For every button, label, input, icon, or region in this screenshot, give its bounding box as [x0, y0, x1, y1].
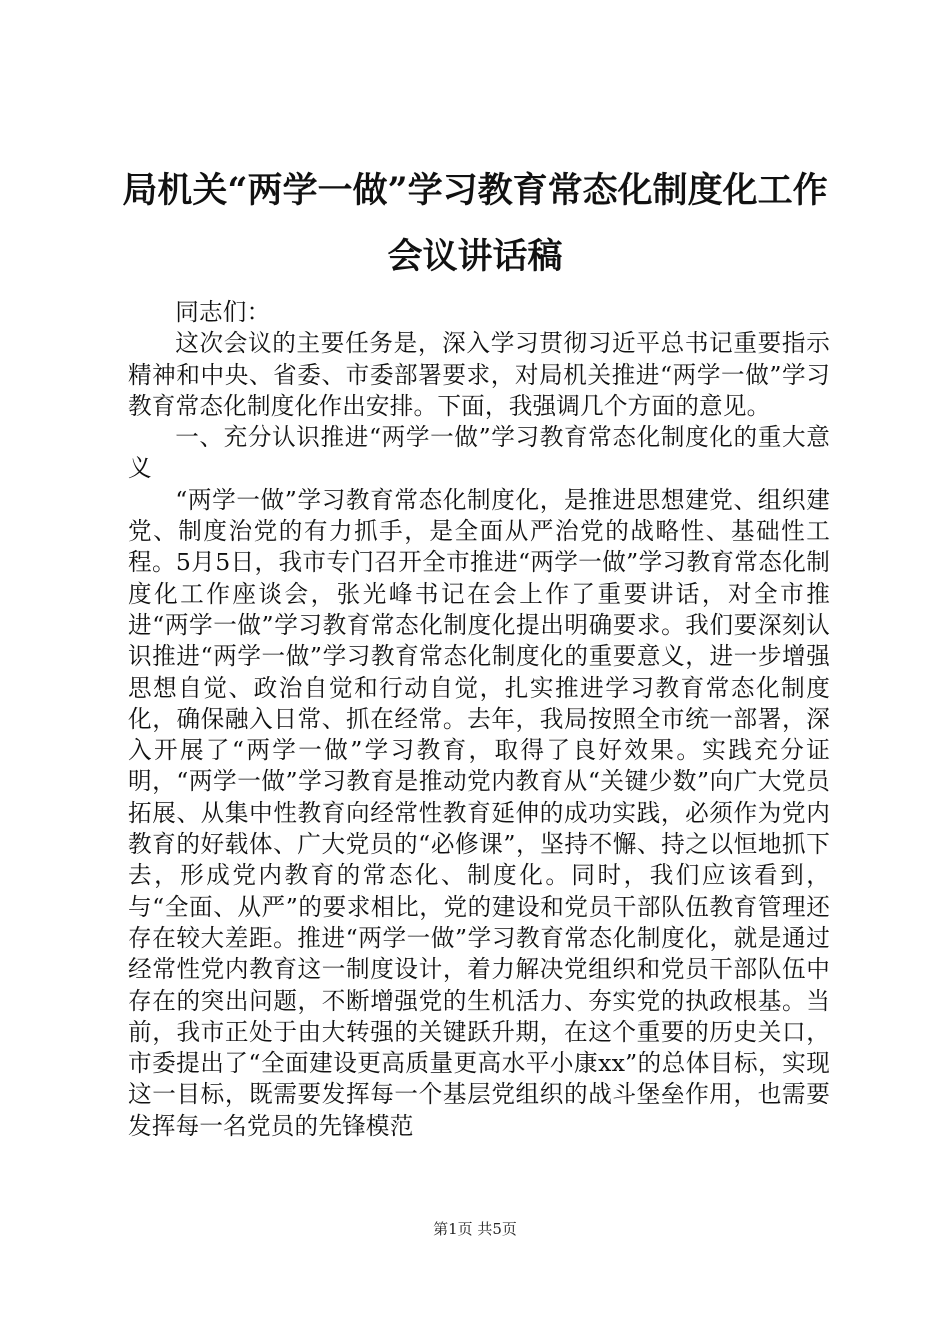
page-number-footer: 第1页 共5页 — [433, 1220, 517, 1238]
intro-paragraph: 这次会议的主要任务是，深入学习贯彻习近平总书记重要指示精神和中央、省委、市委部署要求，对局机关推进“两学一做”学习教育常态化制度化作出安排。下面，我强调几个方面的意见。 — [128, 329, 830, 420]
document-title: 局机关“两学一做”学习教育常态化制度化工作会议讲话稿 — [122, 170, 828, 277]
body-paragraph: “两学一做”学习教育常态化制度化，是推进思想建党、组织建党、制度治党的有力抓手，是全面从严治党的战略性、基础性工程。5月5日，我市专门召开全市推进“两学一做”学习教育常态化制度化工作座谈会，张光峰书记在会上作了重要讲话，对全市推进“两学一做”学习教育常态化制度化提出明确要求。我们要深刻认识推进“两学一做”学习教育常态化制度化的重要意义，进一步增强思想自觉、政治自觉和行动自觉，扎实推进学习教育常态化制度化，确保融入日常、抓在经常。去年，我局按照全市统一部署，深入开展了“两学一做”学习教育，取得了良好效果。实践充分证明，“两学一做”学习教育是推动党内教育从“关键少数”向广大党员拓展、从集中性教育向经常性教育延伸的成功实践，必须作为党内教育的好载体、广大党员的“必修课”，坚持不懈、持之以恒地抓下去，形成党内教育的常态化、制度化。同时，我们应该看到，与“全面、从严”的要求相比，党的建设和党员干部队伍教育管理还存在较大差距。推进“两学一做”学习教育常态化制度化，就是通过经常性党内教育这一制度设计，着力解决党组织和党员干部队伍中存在的突出问题，不断增强党的生机活力、夯实党的执政根基。当前，我市正处于由大转强的关键跃升期，在这个重要的历史关口，市委提出了“全面建设更高质量更高水平小康xx”的总体目标，实现这一目标，既需要发挥每一个基层党组织的战斗堡垒作用，也需要发挥每一名党员的先锋模范 — [128, 485, 830, 1140]
section-heading-1: 一、充分认识推进“两学一做”学习教育常态化制度化的重大意义 — [128, 423, 830, 483]
salutation-paragraph: 同志们： — [175, 298, 271, 326]
document-body — [128, 297, 830, 1142]
